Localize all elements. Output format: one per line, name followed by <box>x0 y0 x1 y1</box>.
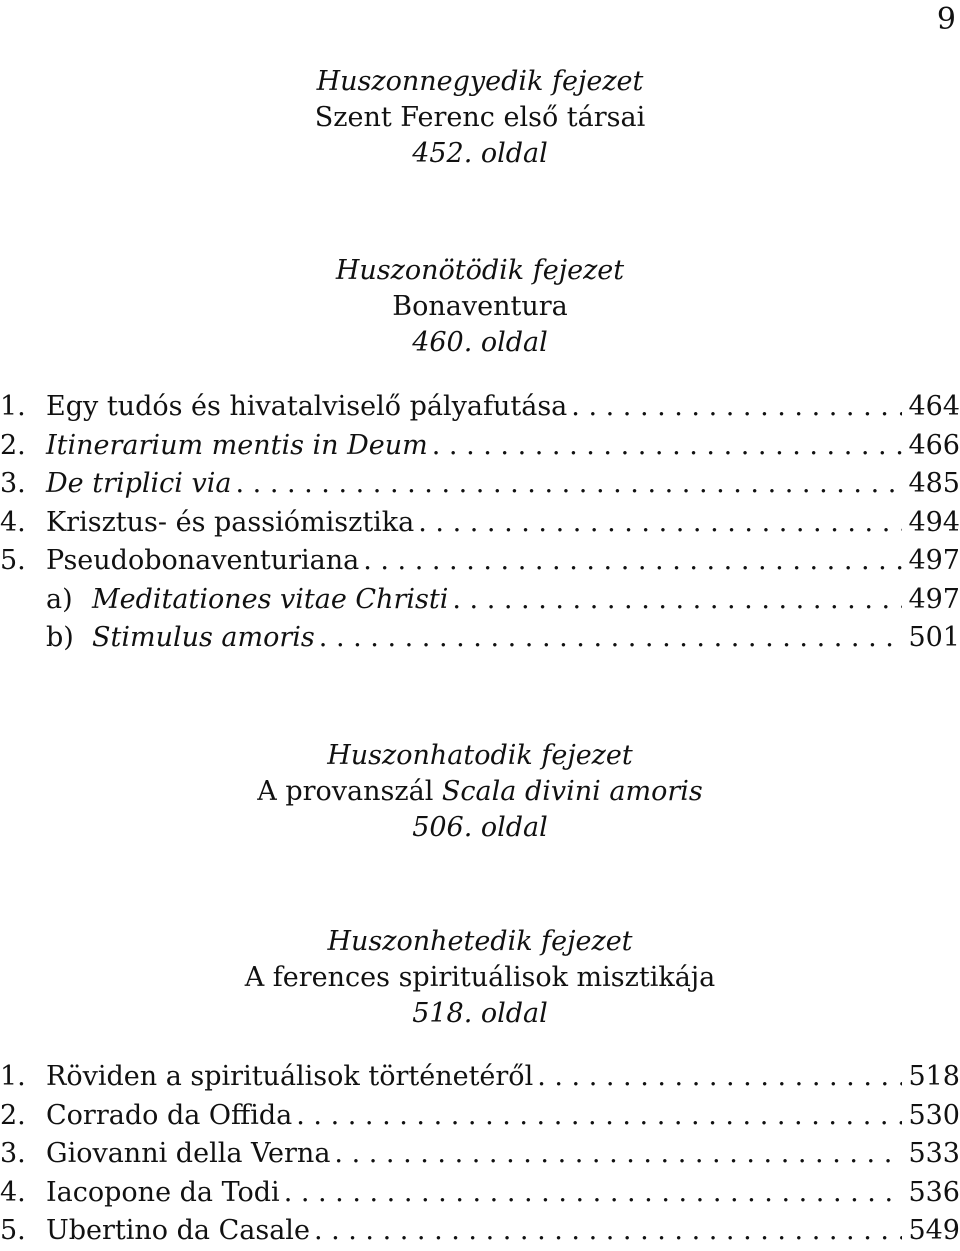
dot-leader <box>537 1058 902 1097</box>
toc-entry-title: Egy tudós és hivatalviselő pályafutása <box>46 391 568 422</box>
toc-entry-page: 494 <box>908 506 960 538</box>
toc-subentry[interactable] <box>0 581 960 620</box>
dot-leader <box>235 465 902 504</box>
toc-entry-title: Stimulus amoris <box>92 622 315 653</box>
chapter-title <box>0 774 960 810</box>
toc-entry-page: 464 <box>908 391 960 422</box>
chapter-title <box>0 100 960 136</box>
toc-entry-page: 549 <box>908 1215 960 1246</box>
chapter-page-ref: 460. oldal <box>412 327 548 358</box>
dot-leader <box>452 581 902 620</box>
toc-entry-title: Pseudobonaventuriana <box>46 545 360 576</box>
toc-entry-number: 3. <box>0 468 26 499</box>
toc-entry-title: De triplici via <box>46 468 232 499</box>
chapter-label: Huszonötödik fejezet <box>335 255 625 286</box>
toc-entry-title: Giovanni della Verna <box>46 1138 331 1169</box>
dot-leader <box>432 427 902 466</box>
toc-list-25 <box>0 388 960 658</box>
toc-entry[interactable] <box>0 1174 960 1213</box>
toc-entry-page: 533 <box>908 1138 960 1169</box>
toc-entry-page: 530 <box>908 1099 960 1131</box>
toc-entry-number: 4. <box>0 1176 26 1208</box>
toc-entry-number: 2. <box>0 1099 26 1131</box>
chapter-title-part: Szent Ferenc első társai <box>314 102 646 133</box>
dot-leader <box>284 1174 902 1213</box>
toc-entry-page: 497 <box>908 583 960 615</box>
toc-entry-page: 497 <box>908 545 960 576</box>
toc-entry-title: Itinerarium mentis in Deum <box>46 429 428 461</box>
toc-entry-title: Iacopone da Todi <box>46 1176 280 1208</box>
dot-leader <box>296 1097 902 1136</box>
toc-entry-number: 2. <box>0 429 26 461</box>
toc-entry-title: Röviden a spirituálisok történetéről <box>46 1061 534 1092</box>
toc-entry-number: 3. <box>0 1138 26 1169</box>
toc-entry-page: 466 <box>908 429 960 461</box>
toc-entry[interactable] <box>0 504 960 543</box>
toc-entry-number: b) <box>46 622 74 653</box>
dot-leader <box>571 388 902 427</box>
toc-list-27 <box>0 1058 960 1251</box>
toc-entry-number: 1. <box>0 1061 26 1092</box>
chapter-page-ref: 506. oldal <box>412 812 548 843</box>
toc-entry-title: Meditationes vitae Christi <box>92 583 449 615</box>
chapter-page-ref: 518. oldal <box>412 998 548 1029</box>
chapter-title-part: A ferences spirituálisok misztikája <box>244 962 716 993</box>
toc-entry-title: Ubertino da Casale <box>46 1215 310 1246</box>
toc-entry-number: 5. <box>0 545 26 576</box>
chapter-heading-24 <box>0 64 960 172</box>
chapter-label: Huszonnegyedik fejezet <box>316 66 644 97</box>
toc-entry-number: a) <box>46 583 73 615</box>
toc-entry-title: Corrado da Offida <box>46 1099 293 1131</box>
toc-entry-number: 4. <box>0 506 26 538</box>
chapter-title-part: A provanszál <box>257 776 442 807</box>
toc-entry-page: 536 <box>908 1176 960 1208</box>
chapter-page-ref: 452. oldal <box>412 138 548 169</box>
chapter-title <box>0 289 960 325</box>
toc-entry[interactable] <box>0 388 960 427</box>
dot-leader <box>418 504 902 543</box>
toc-entry-page: 518 <box>908 1061 960 1092</box>
toc-entry[interactable] <box>0 427 960 466</box>
toc-entry[interactable] <box>0 465 960 504</box>
toc-entry-title: Krisztus- és passiómisztika <box>46 506 415 538</box>
chapter-title <box>0 960 960 996</box>
dot-leader <box>363 542 902 581</box>
toc-subentry[interactable] <box>0 619 960 658</box>
dot-leader <box>319 619 902 658</box>
toc-entry[interactable] <box>0 542 960 581</box>
chapter-heading-26 <box>0 738 960 846</box>
toc-entry-page: 485 <box>908 468 960 499</box>
toc-entry[interactable] <box>0 1135 960 1174</box>
toc-entry-number: 1. <box>0 391 26 422</box>
chapter-heading-25 <box>0 253 960 361</box>
chapter-label: Huszonhatodik fejezet <box>327 740 633 771</box>
dot-leader <box>334 1135 902 1174</box>
chapter-label: Huszonhetedik fejezet <box>327 926 633 957</box>
page-number: 9 <box>936 2 956 37</box>
chapter-title-part: Bonaventura <box>392 291 568 322</box>
chapter-title-part: Scala divini amoris <box>441 776 703 807</box>
toc-entry-number: 5. <box>0 1215 26 1246</box>
toc-entry-page: 501 <box>908 622 960 653</box>
chapter-heading-27 <box>0 924 960 1032</box>
toc-entry[interactable] <box>0 1058 960 1097</box>
toc-entry[interactable] <box>0 1097 960 1136</box>
